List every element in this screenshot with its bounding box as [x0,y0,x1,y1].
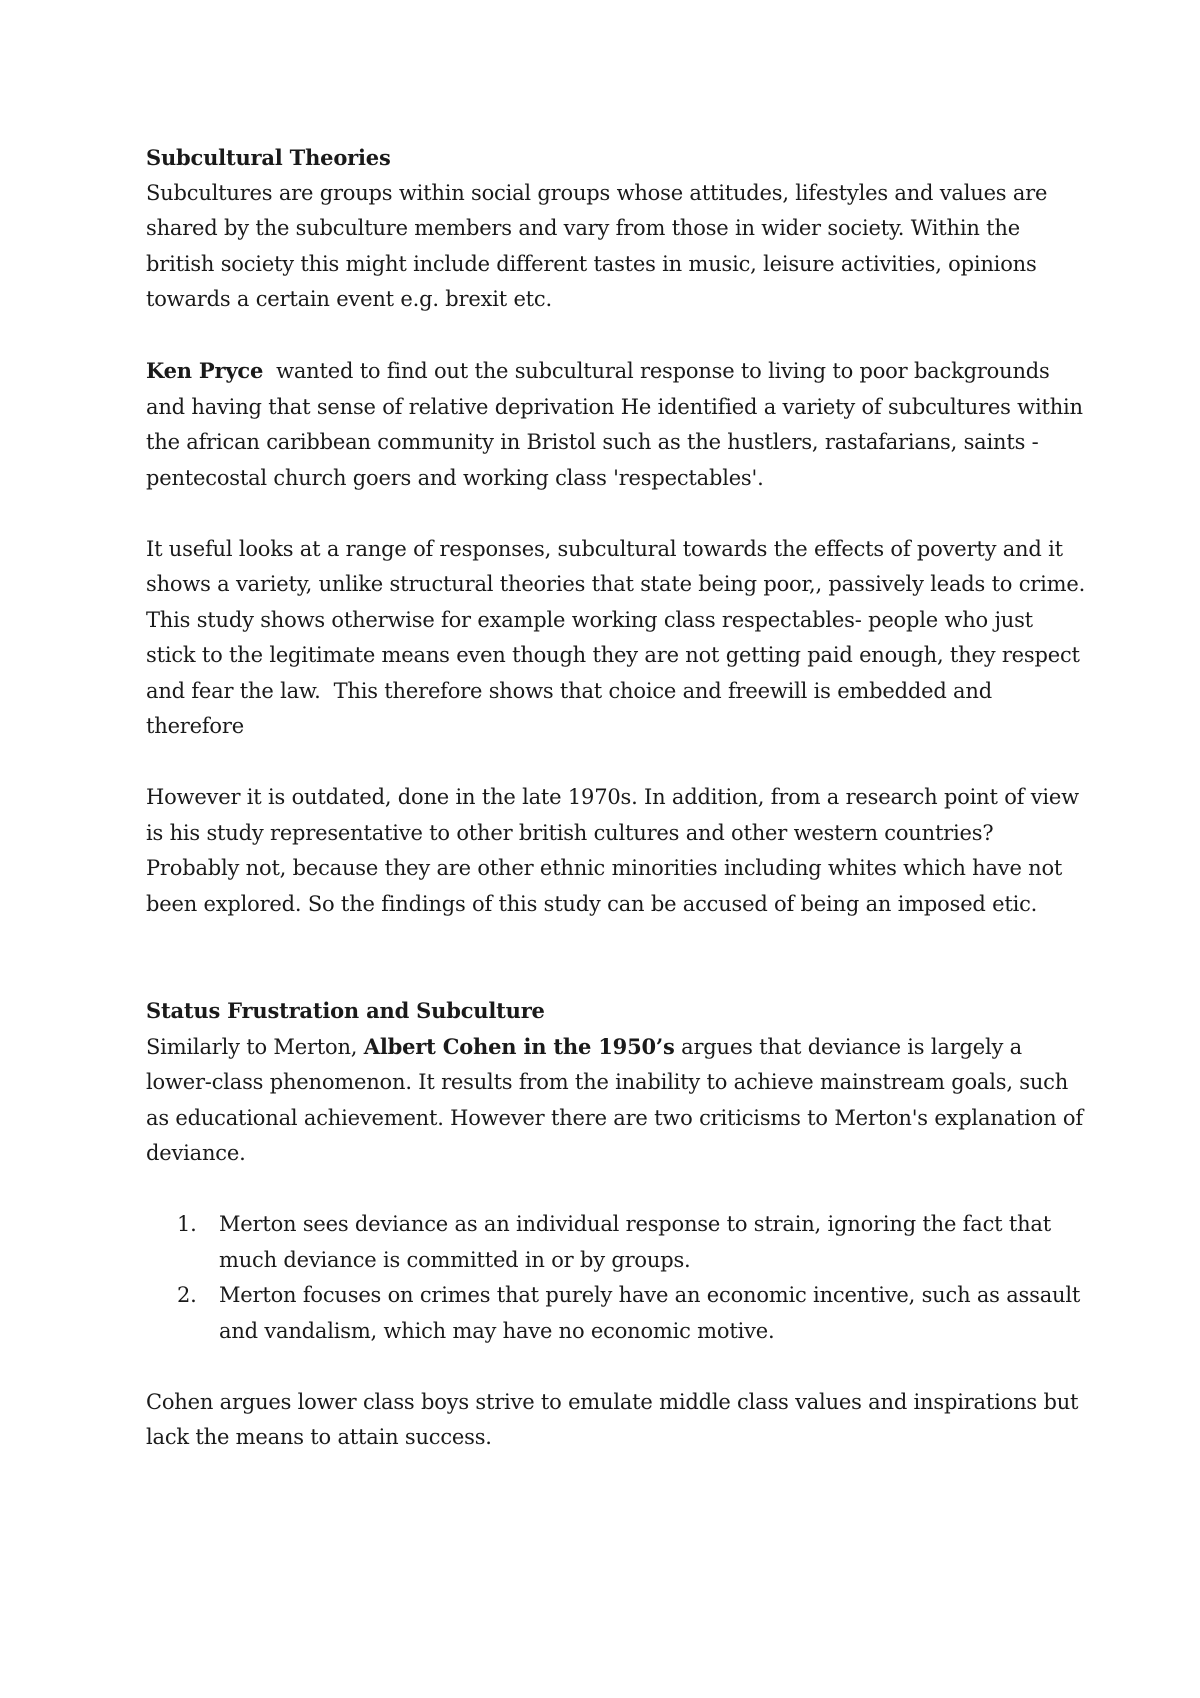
cohen-intro-prefix: Similarly to Merton, [146,1034,364,1059]
criticisms-list [146,1207,1086,1349]
spacer [146,1349,1086,1385]
document-page [146,140,1092,1456]
spacer [146,745,1086,781]
paragraph-evaluation: It useful looks at a range of responses, subcultural towards the effects of poverty and it shows a variety, unlike structural theories that state being poor,, passively leads to crime. This study shows otherwise for example working class respectables- people who just stick to the legitimate means even though they are not getting paid enough, they respect and fear the law. This therefore shows that choice and freewill is embedded and therefore [146,536,1092,738]
list-item [177,1207,1086,1278]
list-number: 2. [177,1283,197,1307]
section-heading-status-frustration: Status Frustration and Subculture [146,998,545,1023]
paragraph-cohen-intro [146,1029,1086,1172]
spacer [146,922,1086,993]
spacer [146,318,1086,354]
list-item-text: Merton focuses on crimes that purely have an economic incentive, such as assault and vandalism, which may have no economic motive. [219,1283,1081,1343]
list-item [177,1278,1086,1349]
name-albert-cohen: Albert Cohen in the 1950’s [363,1033,675,1059]
spacer [146,496,1086,532]
paragraph-subcultures-intro: Subcultures are groups within social groups whose attitudes, lifestyles and values are shared by the subculture members and vary from those in wider society. Within the british society this might include different tastes in music, leisure activities, opinions towards a certain event e.g. brexit etc. [146,180,1048,311]
pryce-text: wanted to find out the subcultural response to living to poor backgrounds and having that sense of relative deprivation He identified a variety of subcultures within the african caribbean community in Bristol such as the hustlers, rastafarians, saints - pentecostal church goers and working class 'respectables'. [146,359,1090,490]
paragraph-cohen-conclusion: Cohen argues lower class boys strive to emulate middle class values and inspirations but lack the means to attain success. [146,1389,1079,1449]
spacer [146,1172,1086,1208]
paragraph-ken-pryce [146,353,1090,496]
list-number: 1. [177,1212,197,1236]
name-ken-pryce: Ken Pryce [146,358,264,383]
section-heading-subcultural-theories: Subcultural Theories [146,145,391,170]
list-item-text: Merton sees deviance as an individual response to strain, ignoring the fact that much deviance is committed in or by groups. [219,1212,1051,1272]
cohen-intro-suffix: argues that deviance is largely a lower-class phenomenon. It results from the inability to achieve mainstream goals, such as educational achievement. However there are two criticisms to Merton's explanation of deviance. [146,1034,1083,1165]
paragraph-criticism: However it is outdated, done in the late 1970s. In addition, from a research point of view is his study representative to other british cultures and other western countries? Probably not, because they are other ethnic minorities including whites which have not been explored. So the findings of this study can be accused of being an imposed etic. [146,785,1079,916]
